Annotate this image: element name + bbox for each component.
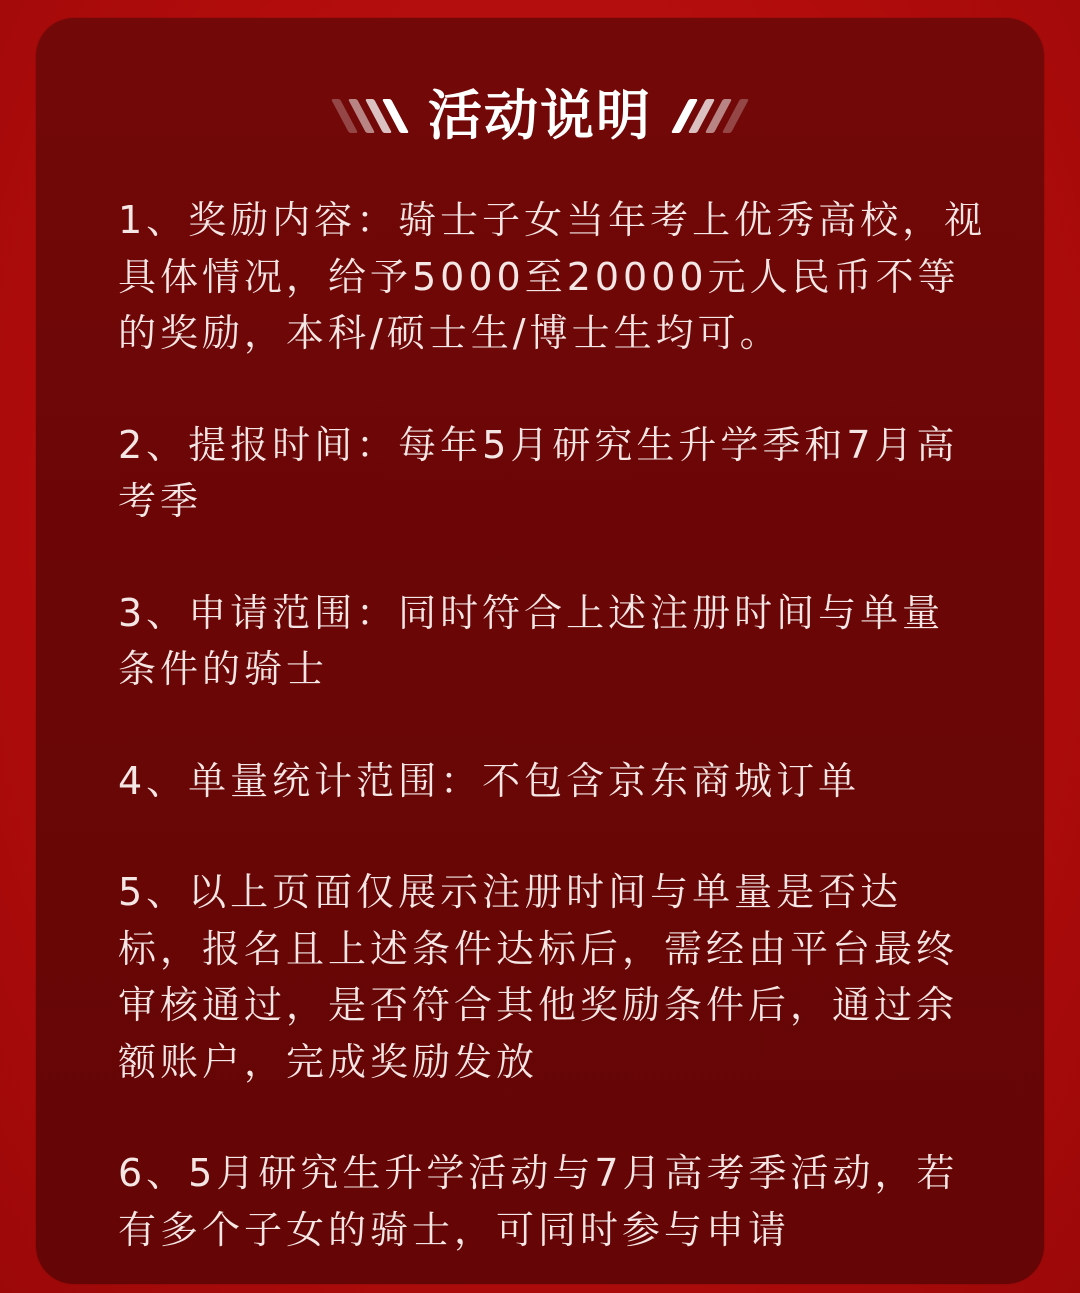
- rule-item-review-process: 5、以上页面仅展示注册时间与单量是否达 标，报名且上述条件达标后，需经由平台最终 审核通过，是否符合其他奖励条件后，通过余 额账户，完成奖励发放: [118, 870, 959, 1084]
- rule-item-submission-time: 2、提报时间：每年5月研究生升学季和7月高 考季: [118, 422, 959, 523]
- rule-item-reward-content: 1、奖励内容：骑士子女当年考上优秀高校，视 具体情况，给予5000至20000元人民币不等 的奖励，本科/硕士生/博士生均可。: [118, 198, 987, 355]
- rule-item-application-scope: 3、申请范围：同时符合上述注册时间与单量 条件的骑士: [118, 590, 945, 691]
- rule-item-order-count-scope: 4、单量统计范围：不包含京东商城订单: [118, 758, 861, 803]
- page-title: 活动说明: [428, 84, 652, 147]
- rules-list: [118, 192, 1018, 1258]
- activity-description-card: [36, 18, 1044, 1284]
- slash-decoration-left-icon: [340, 96, 400, 136]
- title-row: [36, 66, 1044, 166]
- slash-decoration-right-icon: [680, 96, 740, 136]
- rule-item-multiple-children: 6、5月研究生升学活动与7月高考季活动，若 有多个子女的骑士，可同时参与申请: [118, 1151, 959, 1252]
